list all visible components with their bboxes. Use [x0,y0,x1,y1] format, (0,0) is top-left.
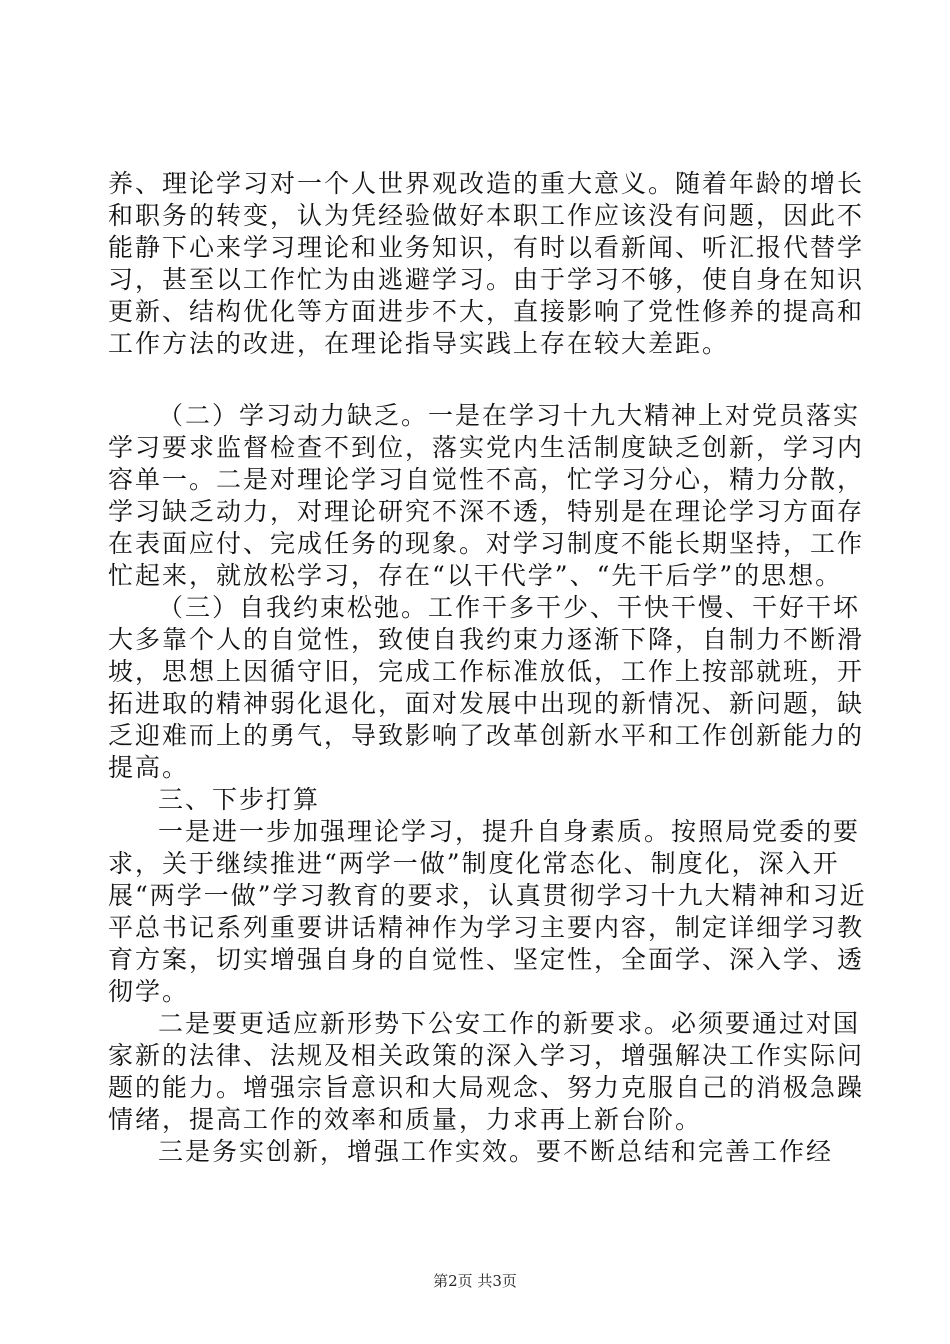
paragraph-plan-three: 三是务实创新，增强工作实效。要不断总结和完善工作经 [158,1137,834,1166]
section-heading-next-steps: 三、下步打算 [158,785,321,814]
paragraph-plan-two: 二是要更适应新形势下公安工作的新要求。必须要通过对国家新的法律、法规及相关政策的深入学习，增强解决工作实际问题的能力。增强宗旨意识和大局观念、努力克服自己的消极急躁情绪，提高工作的效率和质量，力求再上新台阶。 [108,1009,865,1134]
paragraph-section-three: （三）自我约束松弛。工作干多干少、干快干慢、干好干坏大多靠个人的自觉性，致使自我约束力逐渐下降，自制力不断滑坡，思想上因循守旧，完成工作标准放低，工作上按部就班，开拓进取的精神弱化退化，面对发展中出现的新情况、新问题，缺乏迎难而上的勇气，导致影响了改革创新水平和工作创新能力的提高。 [108,593,865,782]
paragraph-section-two: （二）学习动力缺乏。一是在学习十九大精神上对党员落实学习要求监督检查不到位，落实党内生活制度缺乏创新，学习内容单一。二是对理论学习自觉性不高，忙学习分心，精力分散，学习缺乏动力，对理论研究不深不透，特别是在理论学习方面存在表面应付、完成任务的现象。对学习制度不能长期坚持，工作忙起来，就放松学习，存在“以干代学”、“先干后学”的思想。 [108,401,865,590]
paragraph-continuation: 养、理论学习对一个人世界观改造的重大意义。随着年龄的增长和职务的转变，认为凭经验做好本职工作应该没有问题，因此不能静下心来学习理论和业务知识，有时以看新闻、听汇报代替学习，甚至以工作忙为由逃避学习。由于学习不够，使自身在知识更新、结构优化等方面进步不大，直接影响了党性修养的提高和工作方法的改进，在理论指导实践上存在较大差距。 [108,169,865,358]
document-body [108,168,868,1168]
page-footer: 第2页 共3页 [433,1272,517,1290]
paragraph-plan-one: 一是进一步加强理论学习，提升自身素质。按照局党委的要求，关于继续推进“两学一做”制度化常态化、制度化，深入开展“两学一做”学习教育的要求，认真贯彻学习十九大精神和习近平总书记系列重要讲话精神作为学习主要内容，制定详细学习教育方案，切实增强自身的自觉性、坚定性，全面学、深入学、透彻学。 [108,817,867,1006]
